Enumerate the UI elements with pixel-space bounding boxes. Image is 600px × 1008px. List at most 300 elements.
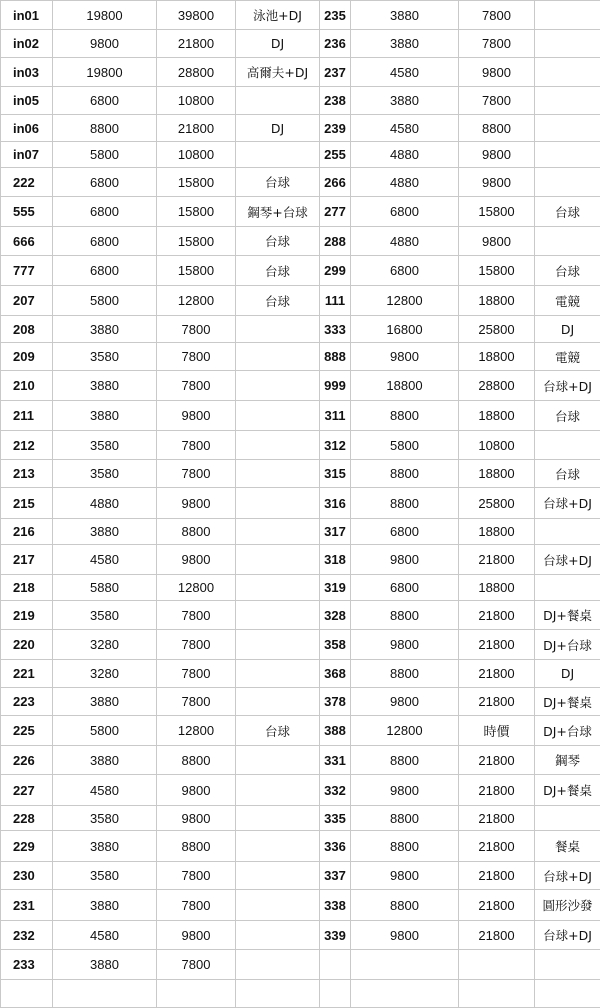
price-low: 18800 — [351, 371, 459, 401]
price-low: 4880 — [351, 227, 459, 256]
room-number: 216 — [1, 519, 53, 545]
price-high: 21800 — [459, 601, 535, 630]
feature-note: 泳池+DJ — [236, 1, 320, 30]
price-low: 9800 — [351, 545, 459, 575]
price-low: 4580 — [53, 921, 157, 950]
room-number: 999 — [320, 371, 351, 401]
table-row — [1, 806, 600, 831]
price-high: 21800 — [157, 115, 236, 142]
table-row — [1, 197, 600, 227]
table-row — [1, 371, 600, 401]
feature-note — [236, 575, 320, 601]
price-low: 8800 — [351, 890, 459, 921]
feature-note: DJ — [236, 115, 320, 142]
room-number: 211 — [1, 401, 53, 431]
price-high: 39800 — [157, 1, 236, 30]
table-row — [1, 660, 600, 688]
feature-note — [236, 921, 320, 950]
room-number: 213 — [1, 460, 53, 488]
table-row — [1, 87, 600, 115]
room-number: 328 — [320, 601, 351, 630]
feature-note — [236, 431, 320, 460]
table-row — [1, 58, 600, 87]
price-low: 9800 — [351, 775, 459, 806]
room-number: 316 — [320, 488, 351, 519]
table-row — [1, 460, 600, 488]
feature-note: 台球 — [236, 256, 320, 286]
table-row — [1, 601, 600, 630]
price-table-body — [1, 1, 600, 1008]
feature-note: 鋼琴 — [535, 746, 600, 775]
price-high: 9800 — [459, 142, 535, 168]
room-number: 229 — [1, 831, 53, 862]
room-number: 255 — [320, 142, 351, 168]
room-number: 666 — [1, 227, 53, 256]
room-number: 219 — [1, 601, 53, 630]
room-number: 225 — [1, 716, 53, 746]
table-row — [1, 950, 600, 980]
price-low: 3580 — [53, 460, 157, 488]
table-row — [1, 431, 600, 460]
feature-note — [236, 746, 320, 775]
price-high: 9800 — [157, 545, 236, 575]
feature-note — [236, 660, 320, 688]
room-number: 378 — [320, 688, 351, 716]
feature-note — [535, 30, 600, 58]
price-high: 21800 — [157, 30, 236, 58]
feature-note — [236, 371, 320, 401]
price-high: 12800 — [157, 286, 236, 316]
price-low: 9800 — [351, 862, 459, 890]
price-high: 21800 — [459, 630, 535, 660]
room-number: 266 — [320, 168, 351, 197]
price-low: 3880 — [53, 316, 157, 343]
feature-note — [535, 227, 600, 256]
feature-note: 高爾夫+DJ — [236, 58, 320, 87]
room-number: in01 — [1, 1, 53, 30]
room-number: 218 — [1, 575, 53, 601]
price-high: 7800 — [157, 601, 236, 630]
table-row — [1, 688, 600, 716]
table-row — [1, 1, 600, 30]
price-low: 5880 — [53, 575, 157, 601]
price-low: 9800 — [351, 630, 459, 660]
room-number: 235 — [320, 1, 351, 30]
price-high: 21800 — [459, 775, 535, 806]
price-low: 9800 — [351, 921, 459, 950]
price-high: 7800 — [459, 30, 535, 58]
price-high: 10800 — [157, 142, 236, 168]
feature-note: 台球+DJ — [535, 545, 600, 575]
price-high: 21800 — [459, 862, 535, 890]
room-number: 318 — [320, 545, 351, 575]
price-low: 6800 — [53, 227, 157, 256]
price-low: 8800 — [351, 401, 459, 431]
price-low: 8800 — [351, 660, 459, 688]
price-low: 4880 — [53, 488, 157, 519]
price-high: 8800 — [459, 115, 535, 142]
room-number: 311 — [320, 401, 351, 431]
price-high: 7800 — [157, 688, 236, 716]
price-high: 25800 — [459, 316, 535, 343]
price-low: 5800 — [351, 431, 459, 460]
feature-note — [535, 519, 600, 545]
table-row — [1, 716, 600, 746]
price-low: 3280 — [53, 660, 157, 688]
table-row — [1, 316, 600, 343]
price-high: 15800 — [157, 227, 236, 256]
price-high: 21800 — [459, 660, 535, 688]
feature-note — [236, 460, 320, 488]
room-number: 317 — [320, 519, 351, 545]
table-row — [1, 519, 600, 545]
price-low: 19800 — [53, 58, 157, 87]
price-low: 8800 — [351, 806, 459, 831]
price-high: 9800 — [157, 775, 236, 806]
price-low: 4880 — [351, 168, 459, 197]
room-number: 209 — [1, 343, 53, 371]
price-high: 18800 — [459, 343, 535, 371]
price-low — [351, 980, 459, 1008]
room-number: 337 — [320, 862, 351, 890]
price-high: 7800 — [157, 371, 236, 401]
room-number: 232 — [1, 921, 53, 950]
price-low: 8800 — [351, 746, 459, 775]
feature-note — [535, 58, 600, 87]
room-number: 207 — [1, 286, 53, 316]
feature-note: 台球+DJ — [535, 371, 600, 401]
table-row — [1, 575, 600, 601]
price-high: 28800 — [157, 58, 236, 87]
price-low: 3880 — [53, 519, 157, 545]
price-high: 18800 — [459, 460, 535, 488]
price-low: 8800 — [351, 488, 459, 519]
price-high: 時價 — [459, 716, 535, 746]
table-row — [1, 30, 600, 58]
price-low: 3280 — [53, 630, 157, 660]
feature-note — [535, 806, 600, 831]
feature-note: 台球 — [236, 168, 320, 197]
feature-note — [236, 601, 320, 630]
feature-note — [535, 980, 600, 1008]
feature-note — [236, 142, 320, 168]
price-high: 21800 — [459, 806, 535, 831]
feature-note: DJ — [535, 660, 600, 688]
feature-note — [535, 950, 600, 980]
price-high: 9800 — [459, 168, 535, 197]
room-number: 222 — [1, 168, 53, 197]
price-low: 4880 — [351, 142, 459, 168]
feature-note — [535, 575, 600, 601]
feature-note — [535, 168, 600, 197]
price-low: 8800 — [351, 601, 459, 630]
price-low: 3880 — [351, 1, 459, 30]
room-number: 319 — [320, 575, 351, 601]
price-high: 7800 — [157, 890, 236, 921]
room-number: 230 — [1, 862, 53, 890]
feature-note — [236, 488, 320, 519]
feature-note: 台球 — [535, 256, 600, 286]
price-high: 8800 — [157, 519, 236, 545]
feature-note: 台球+DJ — [535, 921, 600, 950]
room-number: 215 — [1, 488, 53, 519]
price-high: 21800 — [459, 921, 535, 950]
table-row — [1, 343, 600, 371]
table-row — [1, 286, 600, 316]
table-row — [1, 488, 600, 519]
feature-note: 圓形沙發 — [535, 890, 600, 921]
price-high: 25800 — [459, 488, 535, 519]
price-high: 7800 — [157, 343, 236, 371]
table-row — [1, 256, 600, 286]
feature-note: DJ+餐桌 — [535, 688, 600, 716]
price-low: 5800 — [53, 286, 157, 316]
feature-note: DJ — [236, 30, 320, 58]
price-low: 3580 — [53, 431, 157, 460]
table-row — [1, 401, 600, 431]
room-number: 226 — [1, 746, 53, 775]
price-high: 12800 — [157, 716, 236, 746]
price-low: 4580 — [351, 58, 459, 87]
room-number: 315 — [320, 460, 351, 488]
room-number: 237 — [320, 58, 351, 87]
price-high: 21800 — [459, 831, 535, 862]
feature-note — [236, 545, 320, 575]
price-low: 3880 — [53, 401, 157, 431]
feature-note: DJ+餐桌 — [535, 601, 600, 630]
room-number: 277 — [320, 197, 351, 227]
price-low: 8800 — [351, 831, 459, 862]
room-number: 555 — [1, 197, 53, 227]
price-high: 15800 — [459, 256, 535, 286]
room-number: 358 — [320, 630, 351, 660]
room-number: 238 — [320, 87, 351, 115]
price-low: 4580 — [53, 545, 157, 575]
room-number: 339 — [320, 921, 351, 950]
price-low: 6800 — [351, 256, 459, 286]
price-high: 9800 — [459, 58, 535, 87]
price-high: 21800 — [459, 746, 535, 775]
feature-note — [236, 890, 320, 921]
price-low: 8800 — [351, 460, 459, 488]
price-high: 18800 — [459, 575, 535, 601]
feature-note: 台球 — [236, 227, 320, 256]
room-number: in06 — [1, 115, 53, 142]
price-low: 3880 — [53, 831, 157, 862]
feature-note: 電競 — [535, 286, 600, 316]
table-row — [1, 115, 600, 142]
price-high — [157, 980, 236, 1008]
room-number: 220 — [1, 630, 53, 660]
price-high — [459, 980, 535, 1008]
room-number: in02 — [1, 30, 53, 58]
feature-note — [236, 519, 320, 545]
feature-note: DJ — [535, 316, 600, 343]
price-low: 6800 — [351, 575, 459, 601]
table-row — [1, 630, 600, 660]
price-high: 10800 — [459, 431, 535, 460]
feature-note — [236, 980, 320, 1008]
price-high: 9800 — [157, 401, 236, 431]
room-number: 212 — [1, 431, 53, 460]
price-high: 7800 — [157, 460, 236, 488]
room-number: 333 — [320, 316, 351, 343]
price-low: 3580 — [53, 601, 157, 630]
price-low: 3580 — [53, 806, 157, 831]
feature-note — [236, 343, 320, 371]
price-high: 9800 — [157, 806, 236, 831]
price-low: 3880 — [351, 30, 459, 58]
price-high: 12800 — [157, 575, 236, 601]
room-number: 338 — [320, 890, 351, 921]
feature-note: 鋼琴+台球 — [236, 197, 320, 227]
price-low: 6800 — [53, 168, 157, 197]
feature-note — [535, 115, 600, 142]
feature-note: DJ+台球 — [535, 630, 600, 660]
room-number: 111 — [320, 286, 351, 316]
room-number — [320, 980, 351, 1008]
table-row — [1, 227, 600, 256]
room-number: 331 — [320, 746, 351, 775]
price-high: 7800 — [459, 1, 535, 30]
table-row — [1, 921, 600, 950]
price-high: 21800 — [459, 545, 535, 575]
room-number: 332 — [320, 775, 351, 806]
room-number: 231 — [1, 890, 53, 921]
feature-note: 台球 — [236, 716, 320, 746]
price-low: 3880 — [53, 746, 157, 775]
price-low: 4580 — [53, 775, 157, 806]
price-low: 12800 — [351, 716, 459, 746]
price-high: 7800 — [459, 87, 535, 115]
feature-note — [236, 862, 320, 890]
price-high: 9800 — [459, 227, 535, 256]
price-high: 28800 — [459, 371, 535, 401]
price-low: 3580 — [53, 343, 157, 371]
room-number: 223 — [1, 688, 53, 716]
price-low: 5800 — [53, 716, 157, 746]
room-number: 217 — [1, 545, 53, 575]
price-low: 16800 — [351, 316, 459, 343]
room-number — [1, 980, 53, 1008]
price-low: 3880 — [53, 371, 157, 401]
price-low: 12800 — [351, 286, 459, 316]
price-high: 18800 — [459, 519, 535, 545]
feature-note — [236, 806, 320, 831]
feature-note — [236, 950, 320, 980]
price-high: 10800 — [157, 87, 236, 115]
feature-note — [535, 431, 600, 460]
price-low: 3580 — [53, 862, 157, 890]
price-high: 9800 — [157, 921, 236, 950]
room-number: 227 — [1, 775, 53, 806]
price-low: 3880 — [53, 890, 157, 921]
room-number: in05 — [1, 87, 53, 115]
price-high: 9800 — [157, 488, 236, 519]
price-low: 19800 — [53, 1, 157, 30]
feature-note: 台球 — [236, 286, 320, 316]
table-row — [1, 831, 600, 862]
room-number: 210 — [1, 371, 53, 401]
feature-note: 台球 — [535, 197, 600, 227]
room-number: 335 — [320, 806, 351, 831]
room-number: 236 — [320, 30, 351, 58]
room-number: 777 — [1, 256, 53, 286]
feature-note — [236, 630, 320, 660]
feature-note: DJ+餐桌 — [535, 775, 600, 806]
price-high: 21800 — [459, 688, 535, 716]
feature-note: 台球 — [535, 401, 600, 431]
feature-note — [236, 775, 320, 806]
room-number: 336 — [320, 831, 351, 862]
price-low: 6800 — [53, 197, 157, 227]
feature-note: DJ+台球 — [535, 716, 600, 746]
feature-note — [535, 1, 600, 30]
room-number: in03 — [1, 58, 53, 87]
price-high: 7800 — [157, 660, 236, 688]
feature-note: 台球 — [535, 460, 600, 488]
room-number: 388 — [320, 716, 351, 746]
room-number: 288 — [320, 227, 351, 256]
room-number: in07 — [1, 142, 53, 168]
price-high: 15800 — [157, 168, 236, 197]
price-high: 15800 — [157, 256, 236, 286]
price-low: 8800 — [53, 115, 157, 142]
price-high: 7800 — [157, 630, 236, 660]
table-row — [1, 142, 600, 168]
price-low: 3880 — [53, 950, 157, 980]
room-number: 208 — [1, 316, 53, 343]
price-high: 7800 — [157, 862, 236, 890]
feature-note — [236, 316, 320, 343]
table-row — [1, 746, 600, 775]
feature-note: 台球+DJ — [535, 862, 600, 890]
feature-note — [236, 831, 320, 862]
price-high — [459, 950, 535, 980]
price-high: 18800 — [459, 286, 535, 316]
price-high: 8800 — [157, 746, 236, 775]
price-low — [53, 980, 157, 1008]
price-low: 9800 — [351, 688, 459, 716]
price-high: 15800 — [157, 197, 236, 227]
feature-note: 電競 — [535, 343, 600, 371]
feature-note — [236, 401, 320, 431]
price-low: 9800 — [53, 30, 157, 58]
price-low: 3880 — [351, 87, 459, 115]
price-high: 8800 — [157, 831, 236, 862]
room-number — [320, 950, 351, 980]
price-low: 6800 — [351, 519, 459, 545]
price-low: 6800 — [53, 87, 157, 115]
feature-note — [236, 87, 320, 115]
price-high: 7800 — [157, 950, 236, 980]
room-number: 221 — [1, 660, 53, 688]
price-low: 4580 — [351, 115, 459, 142]
table-row — [1, 775, 600, 806]
room-number: 239 — [320, 115, 351, 142]
table-row — [1, 545, 600, 575]
price-low: 3880 — [53, 688, 157, 716]
feature-note: 餐桌 — [535, 831, 600, 862]
price-high: 7800 — [157, 316, 236, 343]
room-number: 312 — [320, 431, 351, 460]
price-low: 6800 — [351, 197, 459, 227]
room-number: 233 — [1, 950, 53, 980]
room-number: 368 — [320, 660, 351, 688]
feature-note — [236, 688, 320, 716]
price-low: 6800 — [53, 256, 157, 286]
table-row — [1, 890, 600, 921]
